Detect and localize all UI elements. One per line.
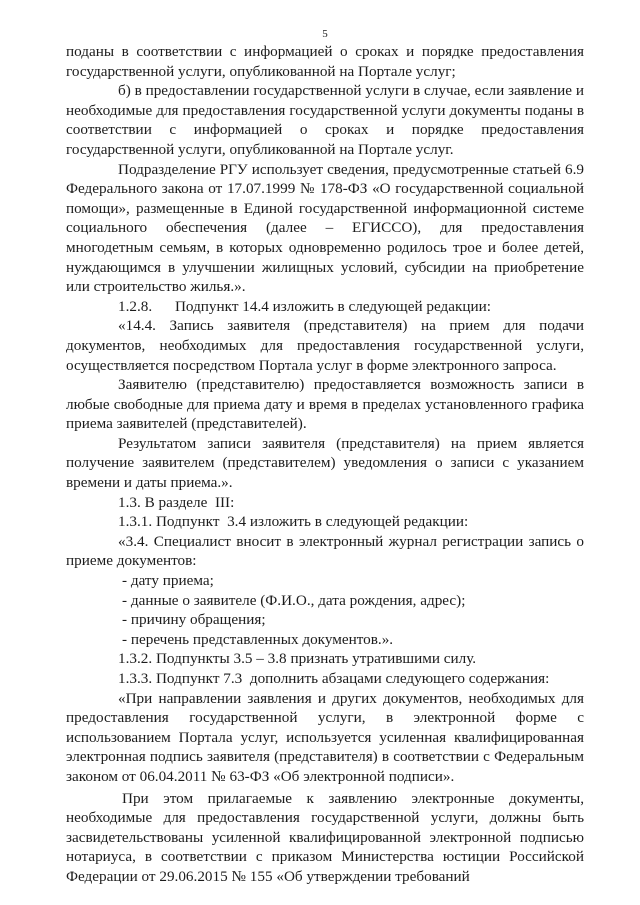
paragraph-1: поданы в соответствии с информацией о сроках и порядке предоставления государственной услуги, опубликованной на Портале услуг; <box>66 43 584 80</box>
paragraph-15: 1.3.2. Подпункты 3.5 – 3.8 признать утратившими силу. <box>118 650 477 668</box>
paragraph-18: При этом прилагаемые к заявлению электронные документы, необходимые для предоставления государственной услуги, должны быть засвидетельствованы усиленной квалифицированной электронной подписью нотариуса, в соответствии с приказом Министерства юстиции Российской Федерации от 29.06.2015 № 155 «Об утверждении требований <box>66 789 584 885</box>
page-number: 5 <box>322 28 328 40</box>
paragraph-16: 1.3.3. Подпункт 7.3 дополнить абзацами следующего содержания: <box>118 670 550 687</box>
paragraph-10: «3.4. Специалист вносит в электронный журнал регистрации запись о приеме документов: <box>66 532 584 570</box>
list-item-3: - причину обращения; <box>122 611 266 629</box>
paragraph-2: б) в предоставлении государственной услуги в случае, если заявление и необходимые для предоставления государственной услуги документы поданы в соответствии с информацией о сроках и порядке предоставления государственной услуги, опубликованной на Портале услуг. <box>66 82 584 158</box>
paragraph-3: Подразделение РГУ использует сведения, предусмотренные статьей 6.9 Федерального закона от 17.07.1999 № 178-ФЗ «О государственной социальной помощи», размещенные в Единой государственной информационной системе социального обеспечения (далее – ЕГИССО), для предоставления многодетным семьям, в которых одновременно родилось трое и более детей, нуждающимся в улучшении жилищных условий, субсидии на приобретение или строительство жилья.». <box>66 160 584 296</box>
paragraph-4: 1.2.8. Подпункт 14.4 изложить в следующей редакции: <box>118 297 491 315</box>
paragraph-17: «При направлении заявления и других документов, необходимых для предоставления государственной услуги, в электронной форме с использованием Портала услуг, используется усиленная квалифицированная электронная подпись заявителя (представителя) в соответствии с Федеральным законом от 06.04.2011 № 63-ФЗ «Об электронной подписи». <box>66 689 584 785</box>
paragraph-8: 1.3. В разделе III: <box>118 493 235 511</box>
list-item-1: - дату приема; <box>122 572 214 590</box>
paragraph-6: Заявителю (представителю) предоставляется возможность записи в любые свободные для приема дату и время в пределах установленного графика приема заявителей (представителей). <box>66 376 584 433</box>
paragraph-5: «14.4. Запись заявителя (представителя) на прием для подачи документов, необходимых для предоставления государственной услуги, осуществляется посредством Портала услуг в форме электронного запроса. <box>66 317 584 374</box>
paragraph-9: 1.3.1. Подпункт 3.4 изложить в следующей редакции: <box>118 513 469 531</box>
paragraph-7: Результатом записи заявителя (представителя) на прием является получение заявителем (представителем) уведомления о записи с указанием времени и даты приема.». <box>66 434 584 492</box>
list-item-4: - перечень представленных документов.». <box>122 630 394 648</box>
list-item-2: - данные о заявителе (Ф.И.О., дата рождения, адрес); <box>122 591 466 609</box>
